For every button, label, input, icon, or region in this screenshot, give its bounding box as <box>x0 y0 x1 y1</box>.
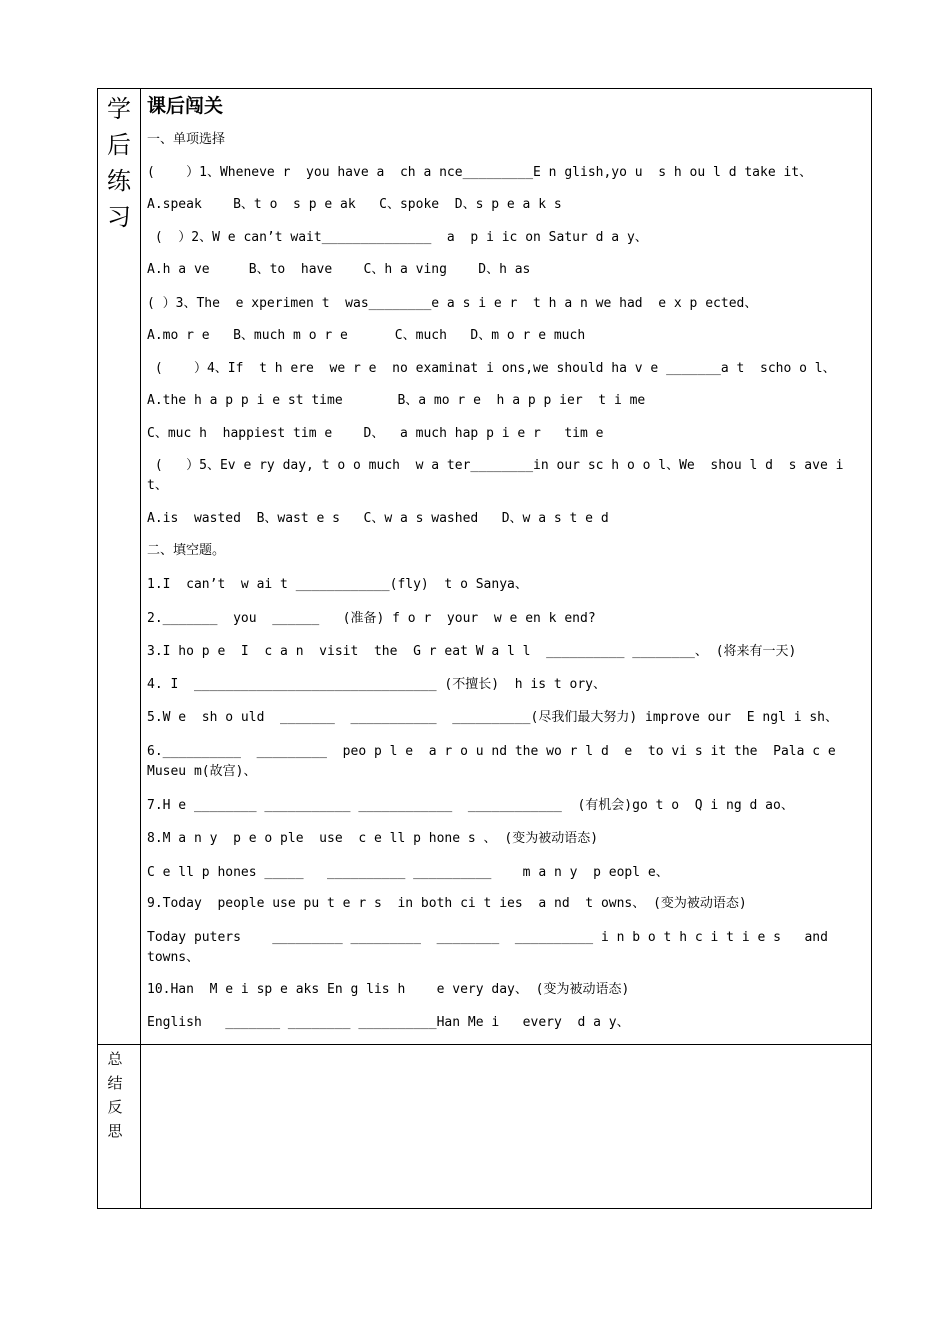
worksheet-table <box>97 88 872 1209</box>
row-divider <box>98 1044 871 1045</box>
fill-line: 1.I can’t w ai t ____________(fly) t o Sanya、 <box>147 577 528 592</box>
fill-line: 10.Han M e i sp e aks En g lis h e very day、 (变为被动语态) <box>147 982 630 997</box>
fill-line: 3.I ho p e I c a n visit the G r eat W a l l __________ ________、 (将来有一天) <box>147 644 797 659</box>
section-heading-choice: 一、单项选择 <box>147 132 226 147</box>
side-char: 练 <box>107 167 131 195</box>
fill-line: 7.H e ________ ___________ ____________ ____________ (有机会)go t o Q i ng d ao、 <box>147 798 794 813</box>
fill-line: 8.M a n y p e o ple use c e ll p hone s 、 (变为被动语态) <box>147 831 599 846</box>
question-line: ( ）4、If t h ere we r e no examinat i ons,we should ha v e _______a t scho o l、 <box>147 361 836 376</box>
column-divider <box>140 89 141 1208</box>
side-char: 总 <box>107 1050 123 1068</box>
fill-line: 6.__________ _________ peo p l e a r o u nd the wo r l d e to vi s it the Pala c e Museu m(故宫)、 <box>147 744 844 779</box>
side-char: 习 <box>107 203 131 231</box>
fill-line: 9.Today people use pu t e r s in both ci t ies a nd t owns、 (变为被动语态) <box>147 896 747 911</box>
question-line: ( ）3、The e xperimen t was________e a s i e r t h a n we had e x p ected、 <box>147 296 758 311</box>
question-line: ( ）2、W e can’t wait______________ a p i ic on Satur d a y、 <box>147 230 648 245</box>
fill-line: 5.W e sh o uld _______ ___________ __________(尽我们最大努力) improve our E ngl i sh、 <box>147 710 838 725</box>
options-line: A.mo r e B、much m o r e C、much D、m o r e much <box>147 328 586 343</box>
page-title: 课后闯关 <box>147 95 224 117</box>
side-char: 思 <box>107 1122 123 1140</box>
options-line: A.is wasted B、wast e s C、w a s washed D、w a s t e d <box>147 511 609 526</box>
side-char: 结 <box>107 1074 123 1092</box>
question-line: ( ）5、Ev e ry day, t o o much w a ter________in our sc h o o l、We shou l d s ave i t、 <box>147 458 852 493</box>
side-char: 学 <box>107 95 131 123</box>
side-label-reflection <box>98 1047 130 1143</box>
options-line: A.h a ve B、to have C、h a ving D、h as <box>147 262 531 277</box>
side-char: 后 <box>107 131 131 159</box>
options-line: A.the h a p p i e st time B、a mo r e h a p p ier t i me <box>147 393 646 408</box>
section-heading-fill: 二、填空题。 <box>147 543 226 558</box>
question-line: ( ）1、Wheneve r you have a ch a nce_________E n glish,yo u s h ou l d take it、 <box>147 165 813 180</box>
options-line: A.speak B、t o s p e ak C、spoke D、s p e a k s <box>147 197 562 212</box>
fill-line: 2._______ you ______ (准备) f o r your w e en k end? <box>147 611 596 626</box>
fill-line: Today puters _________ _________ ________ __________ i n b o t h c i t i e s and towns、 <box>147 930 836 965</box>
side-char: 反 <box>107 1098 123 1116</box>
options-line: C、muc h happiest tim e D、 a much hap p i e r tim e <box>147 426 604 441</box>
fill-line: C e ll p hones _____ __________ __________ m a n y p eopl e、 <box>147 865 669 880</box>
fill-line: 4. I _______________________________ (不擅长) h is t ory、 <box>147 677 606 692</box>
fill-line: English _______ ________ __________Han Me i every d a y、 <box>147 1015 630 1030</box>
side-label-practice <box>98 89 140 235</box>
